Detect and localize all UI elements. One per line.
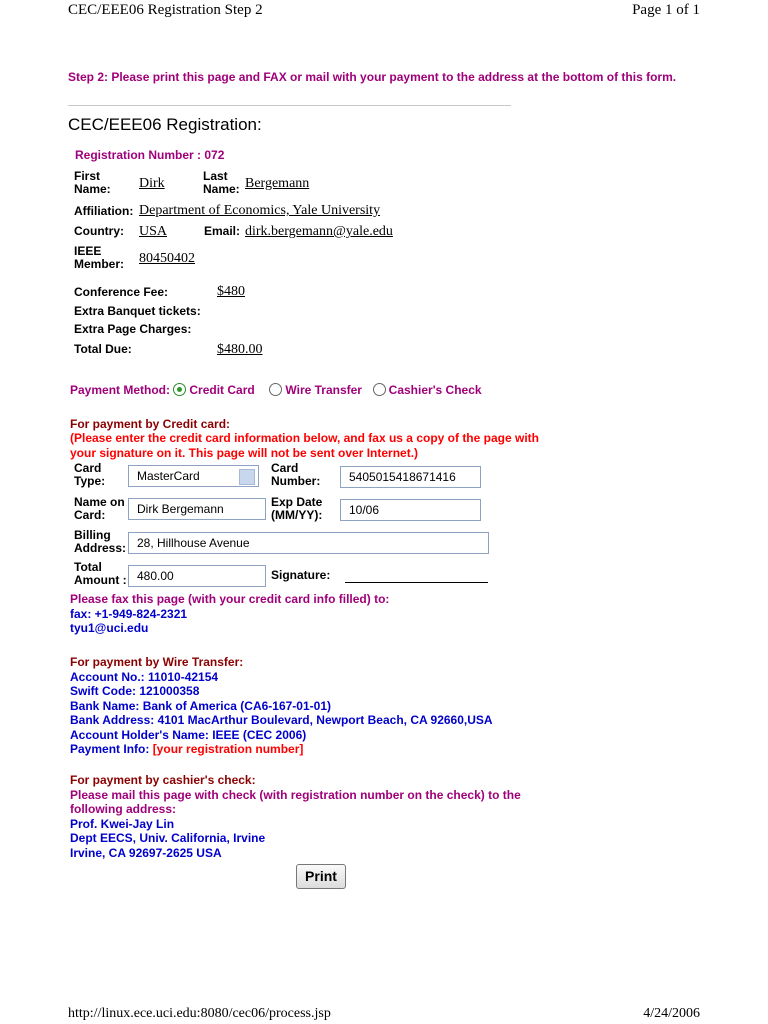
- card-number-input[interactable]: 5405015418671416: [340, 466, 481, 488]
- radio-wire-transfer[interactable]: [269, 383, 282, 396]
- footer-url: http://linux.ece.uci.edu:8080/cec06/process.jsp: [68, 1006, 331, 1021]
- payment-method-label: Payment Method:: [70, 383, 171, 397]
- banquet-label: Extra Banquet tickets:: [74, 304, 201, 318]
- billing-address-label: Billing Address:: [74, 528, 127, 555]
- signature-line: [345, 582, 488, 583]
- divider: [68, 105, 511, 106]
- option-cashiers-check: Cashier's Check: [388, 383, 482, 397]
- fax-block: [70, 592, 389, 636]
- wire-payment-info: Payment Info: [your registration number]: [70, 742, 304, 756]
- email-label: Email:: [204, 224, 241, 238]
- payment-method: [70, 383, 482, 397]
- check-heading: For payment by cashier's check:: [70, 773, 256, 787]
- total-amount-input[interactable]: 480.00: [128, 565, 266, 587]
- name-on-card-label: Name on Card:: [74, 495, 125, 522]
- check-line-1: Please mail this page with check (with registration number on the check) to the: [70, 787, 521, 802]
- wire-account-holder: Account Holder's Name: IEEE (CEC 2006): [70, 727, 307, 742]
- radio-credit-card[interactable]: [173, 383, 186, 396]
- conference-fee-label: Conference Fee:: [74, 285, 169, 299]
- option-wire-transfer: Wire Transfer: [285, 383, 362, 397]
- billing-address-input[interactable]: 28, Hillhouse Avenue: [128, 532, 489, 554]
- affiliation-value: Department of Economics, Yale University: [139, 203, 381, 218]
- country-label: Country:: [74, 224, 124, 238]
- exp-date-input[interactable]: 10/06: [340, 499, 481, 521]
- fax-instruction: Please fax this page (with your credit card info filled) to:: [70, 592, 390, 606]
- wire-bank-name: Bank Name: Bank of America (CA6-167-01-01): [70, 698, 331, 713]
- ieee-value: 80450402: [139, 251, 195, 266]
- page-indicator: Page 1 of 1: [632, 2, 700, 18]
- last-name-value: Bergemann: [245, 176, 310, 191]
- signature-label: Signature:: [271, 568, 331, 582]
- wire-bank-address: Bank Address: 4101 MacArthur Boulevard, Newport Beach, CA 92660,USA: [70, 713, 493, 727]
- check-line-4: Dept EECS, Univ. California, Irvine: [70, 831, 266, 845]
- card-type-label: Card Type:: [74, 461, 106, 488]
- total-amount-label: Total Amount :: [74, 560, 127, 587]
- dropdown-arrow-icon[interactable]: [239, 469, 255, 485]
- print-button[interactable]: Print: [296, 864, 346, 889]
- wire-swift: Swift Code: 121000358: [70, 684, 200, 698]
- footer-date: 4/24/2006: [643, 1006, 700, 1021]
- email-value: dirk.bergemann@yale.edu: [245, 224, 393, 239]
- document-title: CEC/EEE06 Registration Step 2: [68, 2, 263, 18]
- name-on-card-input[interactable]: Dirk Bergemann: [128, 498, 266, 520]
- ieee-label: IEEE Member:: [74, 244, 125, 271]
- check-block: [70, 773, 521, 860]
- total-due-label: Total Due:: [74, 342, 132, 356]
- wire-transfer-block: [70, 655, 493, 757]
- wire-heading: For payment by Wire Transfer:: [70, 655, 244, 669]
- wire-account: Account No.: 11010-42154: [70, 669, 219, 684]
- country-value: USA: [139, 224, 168, 239]
- credit-card-heading: For payment by Credit card:: [70, 417, 231, 431]
- fax-number: fax: +1-949-824-2321: [70, 606, 188, 621]
- exp-date-label: Exp Date (MM/YY):: [271, 495, 323, 522]
- credit-card-notice: (Please enter the credit card information below, and fax us a copy of the page with your signature on it. This page will not be sent over Internet.): [70, 431, 539, 460]
- check-line-5: Irvine, CA 92697-2625 USA: [70, 845, 222, 860]
- check-line-2: following address:: [70, 802, 177, 816]
- conference-fee-value: $480: [217, 284, 245, 299]
- form-title: CEC/EEE06 Registration:: [68, 115, 262, 134]
- affiliation-label: Affiliation:: [74, 204, 134, 218]
- registration-number: Registration Number : 072: [75, 148, 225, 162]
- page-charges-label: Extra Page Charges:: [74, 322, 192, 336]
- card-number-label: Card Number:: [271, 461, 321, 488]
- instruction-text: Step 2: Please print this page and FAX or mail with your payment to the address at the bottom of this form.: [68, 70, 677, 84]
- card-type-select[interactable]: MasterCard: [128, 465, 259, 487]
- first-name-label: First Name:: [74, 169, 111, 196]
- radio-cashiers-check[interactable]: [373, 383, 386, 396]
- last-name-label: Last Name:: [203, 169, 240, 196]
- total-due-value: $480.00: [217, 342, 263, 357]
- fax-email: tyu1@uci.edu: [70, 621, 149, 635]
- option-credit-card: Credit Card: [189, 383, 255, 397]
- check-line-3: Prof. Kwei-Jay Lin: [70, 816, 175, 831]
- first-name-value: Dirk: [139, 176, 165, 191]
